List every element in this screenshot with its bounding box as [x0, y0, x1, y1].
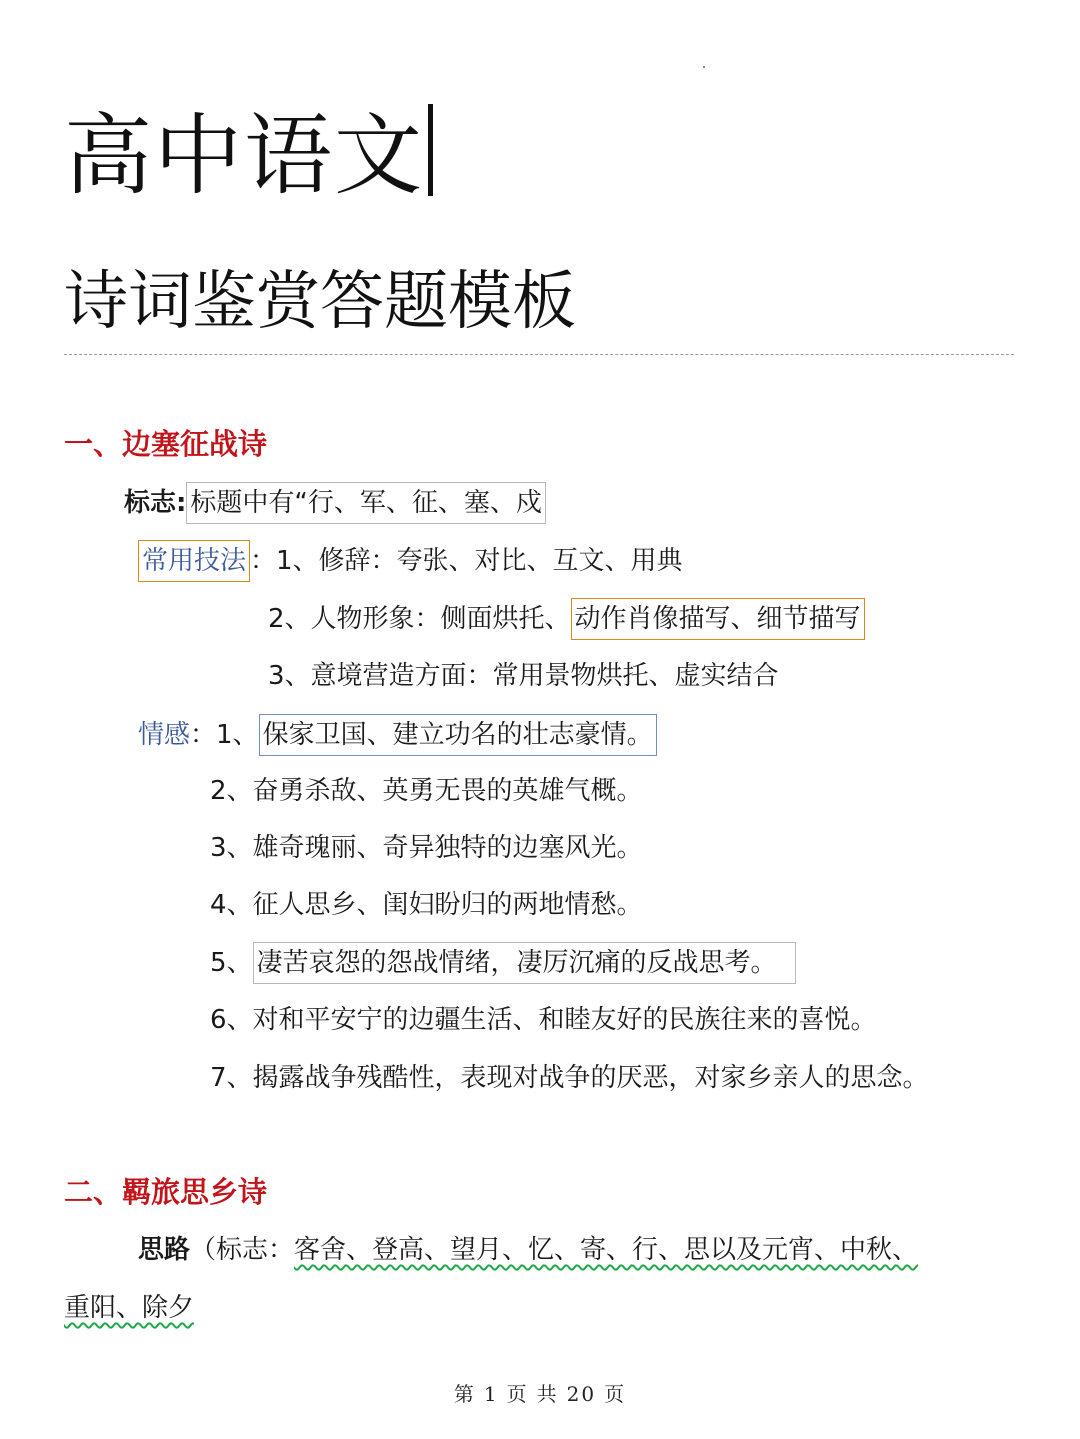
section-heading-2: 二、羁旅思乡诗	[64, 1175, 268, 1209]
section-heading-1: 一、边塞征战诗	[64, 427, 268, 461]
emotion-line-6: 6、对和平安宁的边疆生活、和睦友好的民族往来的喜悦。	[210, 1005, 877, 1035]
technique-line-2	[268, 598, 865, 640]
emotion-line-2: 2、奋勇杀敌、英勇无畏的英雄气概。	[210, 776, 643, 806]
footer-page-number: 1	[483, 1382, 499, 1406]
page-subtitle: 诗词鉴赏答题模板	[64, 265, 576, 339]
emotion-1-box: 保家卫国、建立功名的壮志豪情。	[259, 714, 657, 756]
emotion-line-4: 4、征人思乡、闺妇盼归的两地情愁。	[210, 890, 643, 920]
page-title: 高中语文	[64, 104, 433, 206]
sign-text-box: 标题中有“行、军、征、塞、戍	[186, 482, 545, 524]
emotion-label: 情感	[138, 720, 191, 750]
sign-label: 标志:	[124, 488, 187, 518]
footer-total-pages: 20	[566, 1382, 597, 1406]
emotion-1-prefix: ：1、	[190, 720, 259, 750]
idea-prefix: （标志：	[190, 1235, 295, 1265]
emotion-line-5	[210, 942, 796, 984]
speck	[703, 66, 705, 68]
text-cursor	[428, 104, 433, 196]
emotion-line-1	[138, 714, 657, 756]
sign-line	[124, 482, 546, 524]
footer-gong: 共	[536, 1382, 559, 1406]
footer-ye2: 页	[604, 1382, 627, 1406]
idea-underlined-2: 重阳、除夕	[64, 1293, 195, 1323]
idea-line-2	[64, 1288, 194, 1328]
technique-label-box: 常用技法	[138, 540, 250, 582]
idea-underlined-1: 客舍、登高、望月、忆、寄、行、思以及元宵、中秋、	[294, 1235, 919, 1265]
footer-ye: 页	[506, 1382, 529, 1406]
emotion-5-box: 凄苦哀怨的怨战情绪，凄厉沉痛的反战思考。	[253, 942, 796, 984]
emotion-line-7: 7、揭露战争残酷性，表现对战争的厌恶，对家乡亲人的思念。	[210, 1063, 929, 1093]
dashed-divider	[64, 354, 1014, 355]
technique-line-1	[138, 540, 683, 582]
idea-label: 思路	[138, 1235, 191, 1265]
technique-2-box: 动作肖像描写、细节描写	[571, 598, 865, 640]
page-footer	[0, 1378, 1080, 1407]
technique-line-3: 3、意境营造方面：常用景物烘托、虚实结合	[268, 661, 779, 691]
emotion-5-prefix: 5、	[210, 948, 253, 978]
idea-line-1	[138, 1230, 918, 1270]
technique-1-text: ：1、修辞：夸张、对比、互文、用典	[250, 546, 683, 576]
technique-2-prefix: 2、人物形象：侧面烘托、	[268, 604, 571, 634]
footer-di: 第	[453, 1382, 476, 1406]
emotion-line-3: 3、雄奇瑰丽、奇异独特的边塞风光。	[210, 833, 643, 863]
